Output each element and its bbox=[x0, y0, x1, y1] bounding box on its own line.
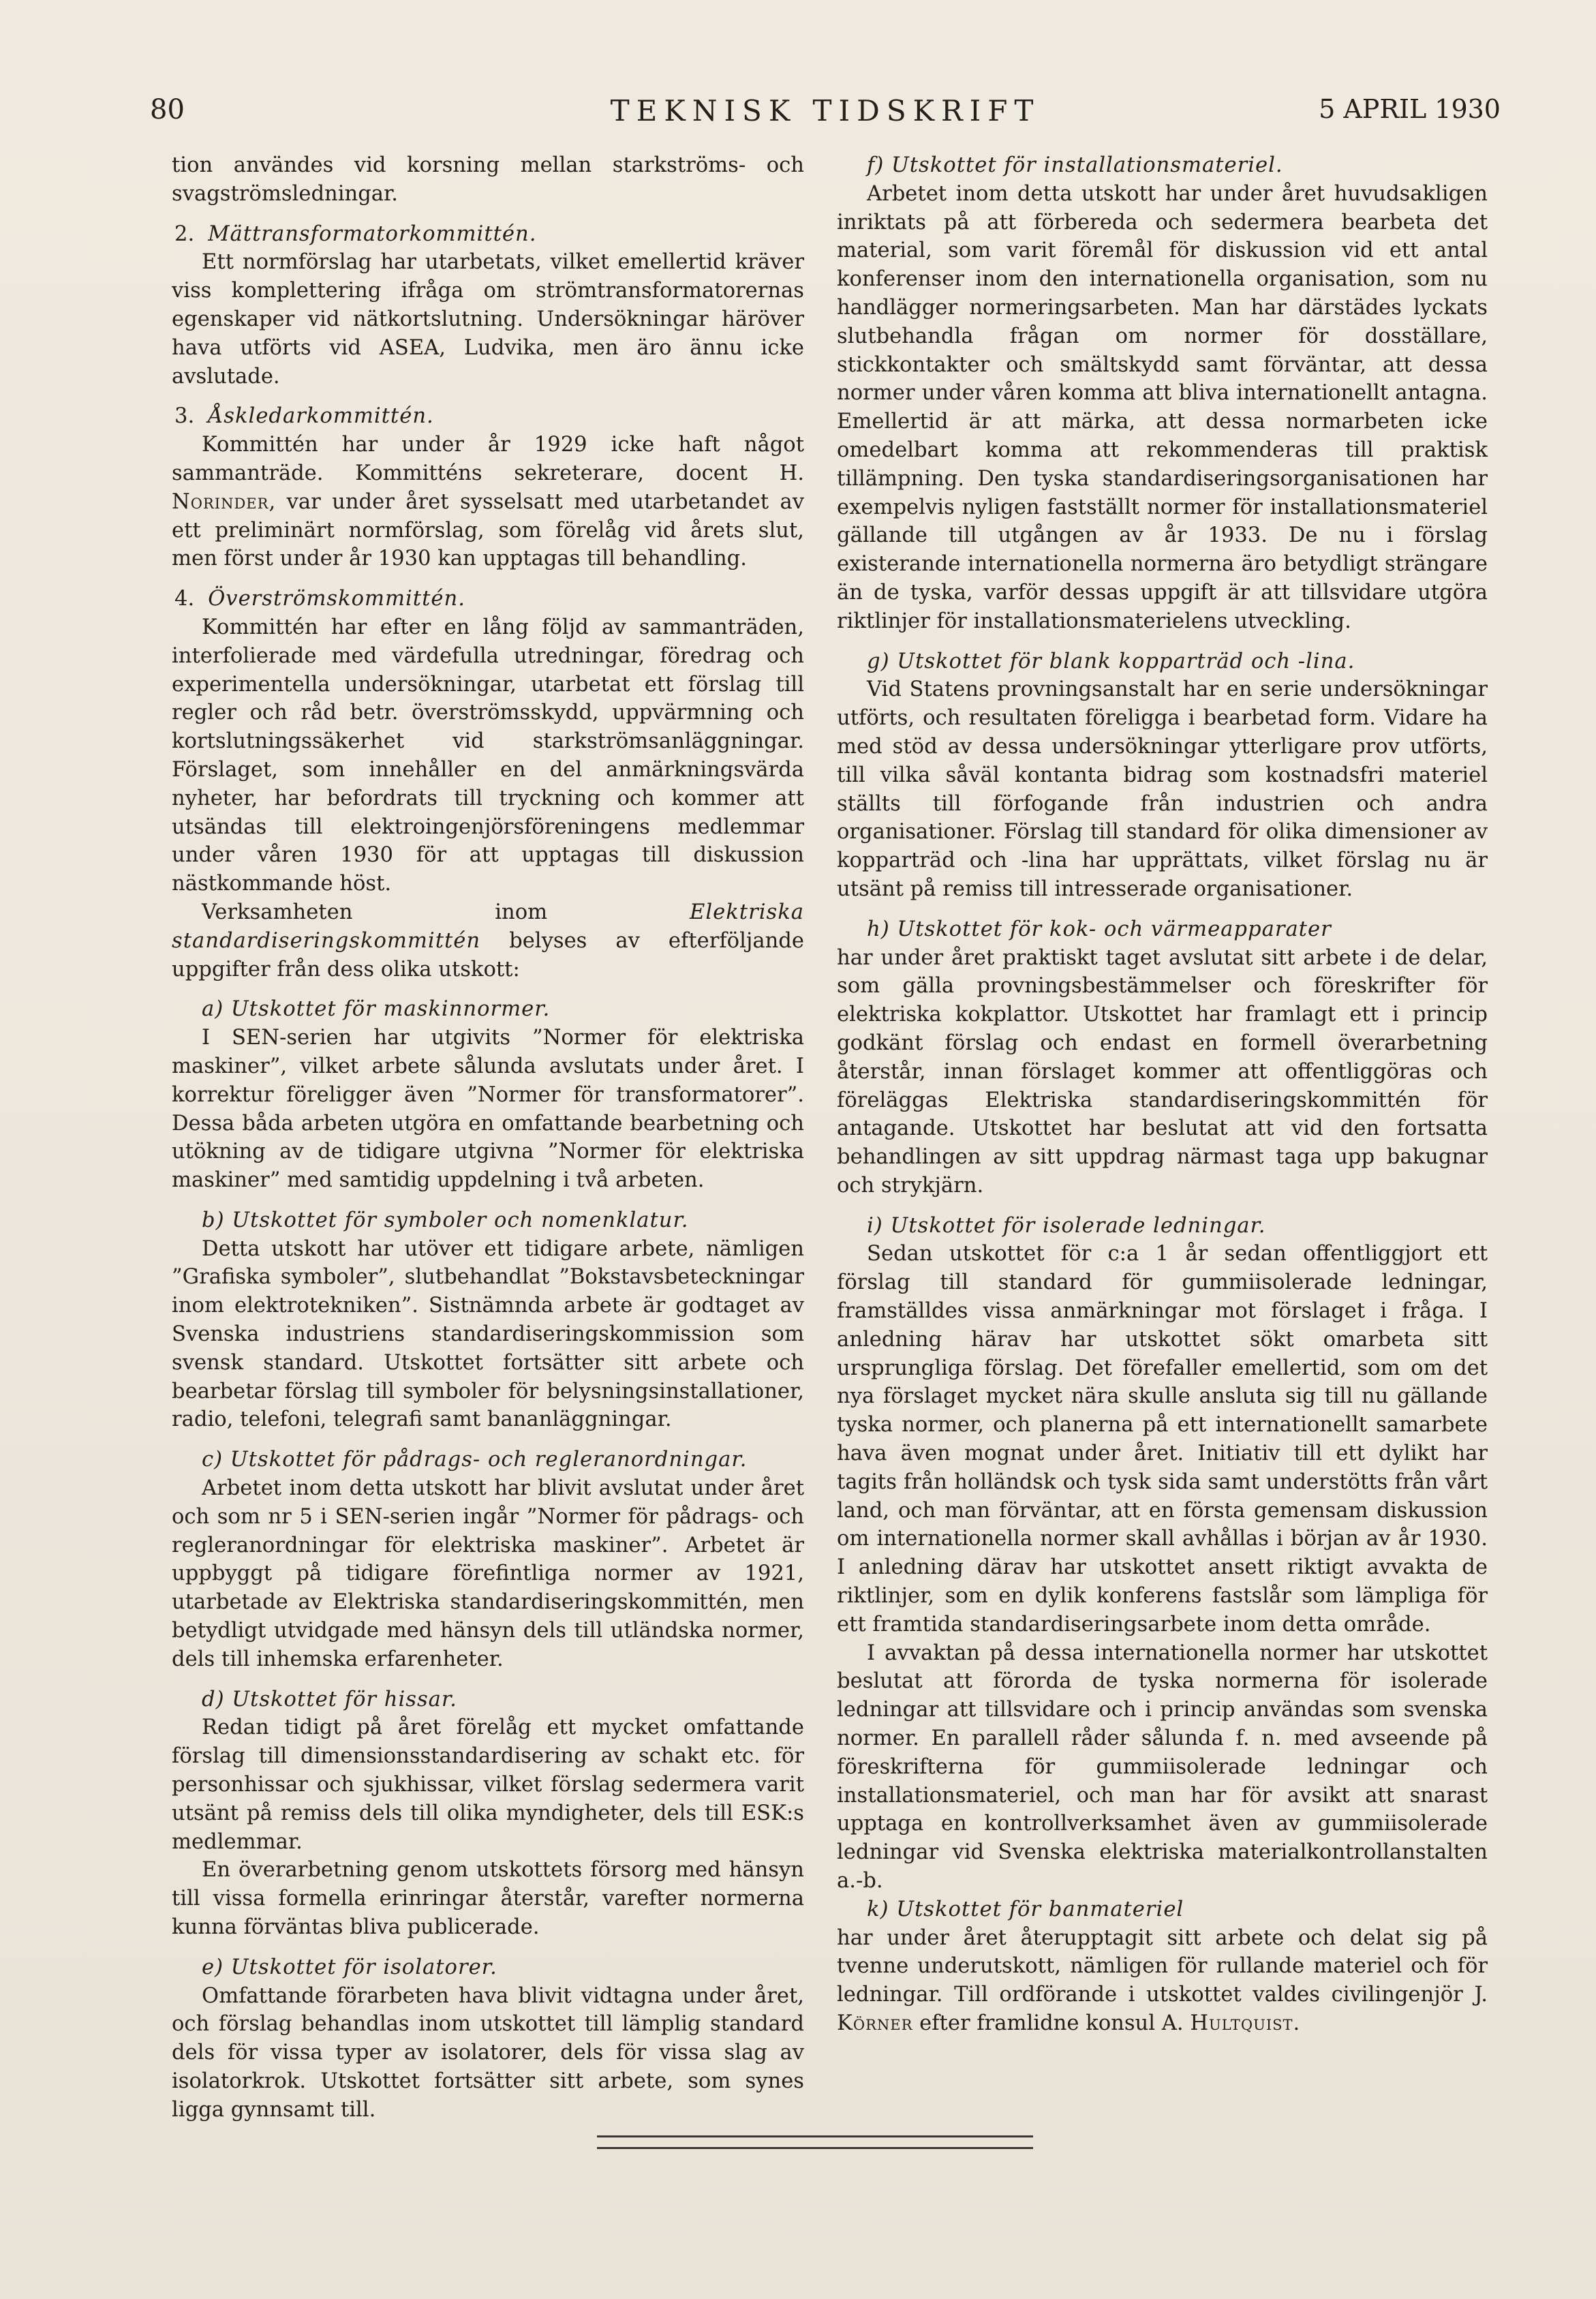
paragraph: Omfattande förarbeten hava blivit vidtagna under året, och förslag behandlas inom utskottet till lämplig standard dels för vissa typer av isolatorer, dels för vissa slag av isolatorkrok. Utskottet fortsätter sitt arbete, som synes ligga gynnsamt till. bbox=[172, 1983, 804, 2122]
page-number: 80 bbox=[150, 94, 185, 125]
paragraph: Vid Statens provningsanstalt har en serie undersökningar utförts, och resultaten föreligga i bearbetad form. Vidare ha med stöd av dessa undersökningar ytterligare prov utförts, till vilka såväl kontanta bidrag som kostnadsfri materiel ställts till förfogande från industrien och andra organisationer. Förslag till standard för olika dimensioner av kopparträd och -lina har upprättats, vilket förslag nu är utsänt på remiss till intresserade organisationer. bbox=[837, 677, 1488, 901]
subsection-heading: c) Utskottet för pådrags- och regleranordningar. bbox=[202, 1448, 748, 1472]
person-name: Hultquist bbox=[1190, 2011, 1293, 2035]
subsection-heading: d) Utskottet för hissar. bbox=[202, 1687, 457, 1711]
section-heading: 4. Överströmskommittén. bbox=[174, 587, 465, 611]
person-name: Körner bbox=[837, 2011, 913, 2035]
issue-date: 5 APRIL 1930 bbox=[1319, 94, 1501, 124]
subsection-heading: i) Utskottet för isolerade ledningar. bbox=[867, 1213, 1266, 1238]
paragraph: I avvaktan på dessa internationella normer har utskottet beslutat att förorda de tyska normerna för isolerade ledningar att tillsvidare och i princip användas som svenska normer. En parallell råder sålunda f. n. med avseende på föreskrifterna för gummiisolerade ledningar och installationsmateriel, och man har för avsikt att snarast upptaga en kontrollverksamhet även av gummiisolerade ledningar vid Svenska elektriska materialkontrollanstalten a.-b. bbox=[837, 1641, 1488, 1893]
paragraph: Arbetet inom detta utskott har under året huvudsakligen inriktats på att förbereda och sedermera bearbeta det material, som varit föremål för diskussion vid ett antal konferenser inom den internationella organisation, som nu handlägger normeringsarbeten. Man har därstädes lyckats slutbehandla frågan om normer för dosställare, stickkontakter och smältskydd samt förväntar, att dessa normer under våren komma att bliva internationellt antagna. Emellertid är att märka, att dessa normarbeten icke omedelbart komma att rekommenderas till praktisk tillämpning. Den tyska standardiseringsorganisationen har exempelvis nyligen fastställt normer för installationsmateriel gällande till utgången av år 1933. De nu i förslag existerande internationella normerna äro betydligt strängare än de tyska, varför dessas uppgift är att tillsvidare utgöra riktlinjer för installationsmaterielens utveckling. bbox=[837, 181, 1488, 633]
subsection-heading: g) Utskottet för blank kopparträd och -lina. bbox=[867, 649, 1355, 673]
page-header bbox=[150, 94, 1501, 135]
journal-title: TEKNISK TIDSKRIFT bbox=[610, 94, 1041, 127]
subsection-heading: b) Utskottet för symboler och nomenklatur. bbox=[202, 1208, 689, 1232]
paragraph: har under året praktiskt taget avslutat sitt arbete i de delar, som gälla provningsbestämmelser och föreskrifter för elektriska kokplattor. Utskottet har framlagt ett i princip godkänt förslag och endast en formell överarbetning återstår, innan förslaget kommer att offentliggöras och föreläggas Elektriska standardiseringskommittén för antagande. Utskottet har beslutat att vid den fortsatta behandlingen av sitt uppdrag närmast taga upp bakugnar och strykjärn. bbox=[837, 945, 1488, 1198]
paragraph: Kommittén har under år 1929 icke haft något sammanträde. Kommitténs sekreterare, docent H. Norinder, var under året sysselsatt med utarbetandet av ett preliminärt normförslag, som förelåg vid årets slut, men först under år 1930 kan upptagas till behandling. bbox=[172, 433, 804, 571]
paragraph: Arbetet inom detta utskott har blivit avslutat under året och som nr 5 i SEN-serien ingår ”Normer för pådrags- och regleranordningar för elektriska maskiner”. Arbetet är uppbyggt på tidigare förefintliga normer av 1921, utarbetade av Elektriska standardiseringskommittén, men betydligt utvidgade med hänsyn dels till utländska normer, dels till inhemska erfarenheter. bbox=[172, 1476, 804, 1671]
paragraph: I SEN-serien har utgivits ”Normer för elektriska maskiner”, vilket arbete sålunda avslutats under året. I korrektur föreligger även ”Normer för transformatorer”. Dessa båda arbeten utgöra en omfattande bearbetning och utökning av de tidigare utgivna ”Normer för elektriska maskiner” med samtidig uppdelning i två arbeten. bbox=[172, 1026, 804, 1193]
person-name: Norinder bbox=[172, 489, 269, 514]
subsection-heading: f) Utskottet för installationsmateriel. bbox=[867, 153, 1283, 177]
paragraph: Redan tidigt på året förelåg ett mycket omfattande förslag till dimensionsstandardisering av schakt etc. för personhissar och sjukhissar, vilket förslag sedermera varit utsänt på remiss dels till olika myndigheter, dels till ESK:s medlemmar. bbox=[172, 1716, 804, 1854]
left-column bbox=[172, 151, 804, 2125]
footer-double-rule bbox=[597, 2135, 1033, 2149]
paragraph: Verksamheten inom Elektriska standardiseringskommittén belyses av efterföljande uppgifter från dess olika utskott: bbox=[172, 900, 804, 981]
section-heading: 3. Åskledarkommittén. bbox=[174, 404, 434, 429]
paragraph: Detta utskott har utöver ett tidigare arbete, nämligen ”Grafiska symboler”, slutbehandlat ”Bokstavsbeteckningar inom elektrotekniken”. Sistnämnda arbete är godtaget av Svenska industriens standardiseringskommission som svensk standard. Utskottet fortsätter sitt arbete och bearbetar förslag till symboler för belysningsinstallationer, radio, telefoni, telegrafi samt bananläggningar. bbox=[172, 1236, 804, 1432]
subsection-heading: h) Utskottet för kok- och värmeapparater bbox=[867, 917, 1332, 941]
paragraph: tion användes vid korsning mellan starkströms- och svagströmsledningar. bbox=[172, 153, 804, 206]
paragraph: Sedan utskottet för c:a 1 år sedan offentliggjort ett förslag till standard för gummiisolerade ledningar, framställdes vissa anmärkningar mot förslaget i fråga. I anledning härav har utskottet sökt omarbeta sitt ursprungliga förslag. Det förefaller emellertid, som om det nya förslaget mycket nära skulle ansluta sig till nu gällande tyska normer, och planerna på ett internationellt samarbete hava även mognat under året. Initiativ till ett dylikt har tagits från holländsk och tysk sida samt understötts från vårt land, och man förväntar, att en första gemensam diskussion om internationella normer skall avhållas i början av år 1930. I anledning därav har utskottet ansett riktigt avvakta de riktlinjer, som en dylik konferens fastslår som lämpliga för ett framtida standardiseringsarbete inom detta område. bbox=[837, 1242, 1488, 1636]
paragraph: har under året återupptagit sitt arbete och delat sig på tvenne underutskott, nämligen för rullande materiel och för ledningar. Till ordförande i utskottet valdes civilingenjör J. Körner efter framlidne konsul A. Hultquist. bbox=[837, 1925, 1488, 2035]
paragraph: Ett normförslag har utarbetats, vilket emellertid kräver viss komplettering ifråga om strömtransformatorernas egenskaper vid nätkortslutning. Undersökningar häröver hava utförts vid ASEA, Ludvika, men äro ännu icke avslutade. bbox=[172, 250, 804, 389]
right-column bbox=[837, 151, 1488, 2038]
section-heading: 2. Mättransformatorkommittén. bbox=[174, 222, 537, 246]
subsection-heading: e) Utskottet för isolatorer. bbox=[202, 1955, 497, 1979]
subsection-heading: k) Utskottet för banmateriel bbox=[867, 1897, 1184, 1921]
subsection-heading: a) Utskottet för maskinnormer. bbox=[202, 997, 551, 1022]
paragraph: En överarbetning genom utskottets försorg med hänsyn till vissa formella erinringar återstår, varefter normerna kunna förväntas bliva publicerade. bbox=[172, 1858, 804, 1940]
paragraph: Kommittén har efter en lång följd av sammanträden, interfolierade med värdefulla utredningar, föredrag och experimentella undersökningar, utarbetat ett förslag till regler och råd betr. överströmsskydd, uppvärmning och kortslutningssäkerhet vid starkströmsanläggningar. Förslaget, som innehåller en del anmärkningsvärda nyheter, har befordrats till tryckning och kommer att utsändas till elektroingenjörsföreningens medlemmar under våren 1930 för att upptagas till diskussion nästkommande höst. bbox=[172, 615, 804, 896]
